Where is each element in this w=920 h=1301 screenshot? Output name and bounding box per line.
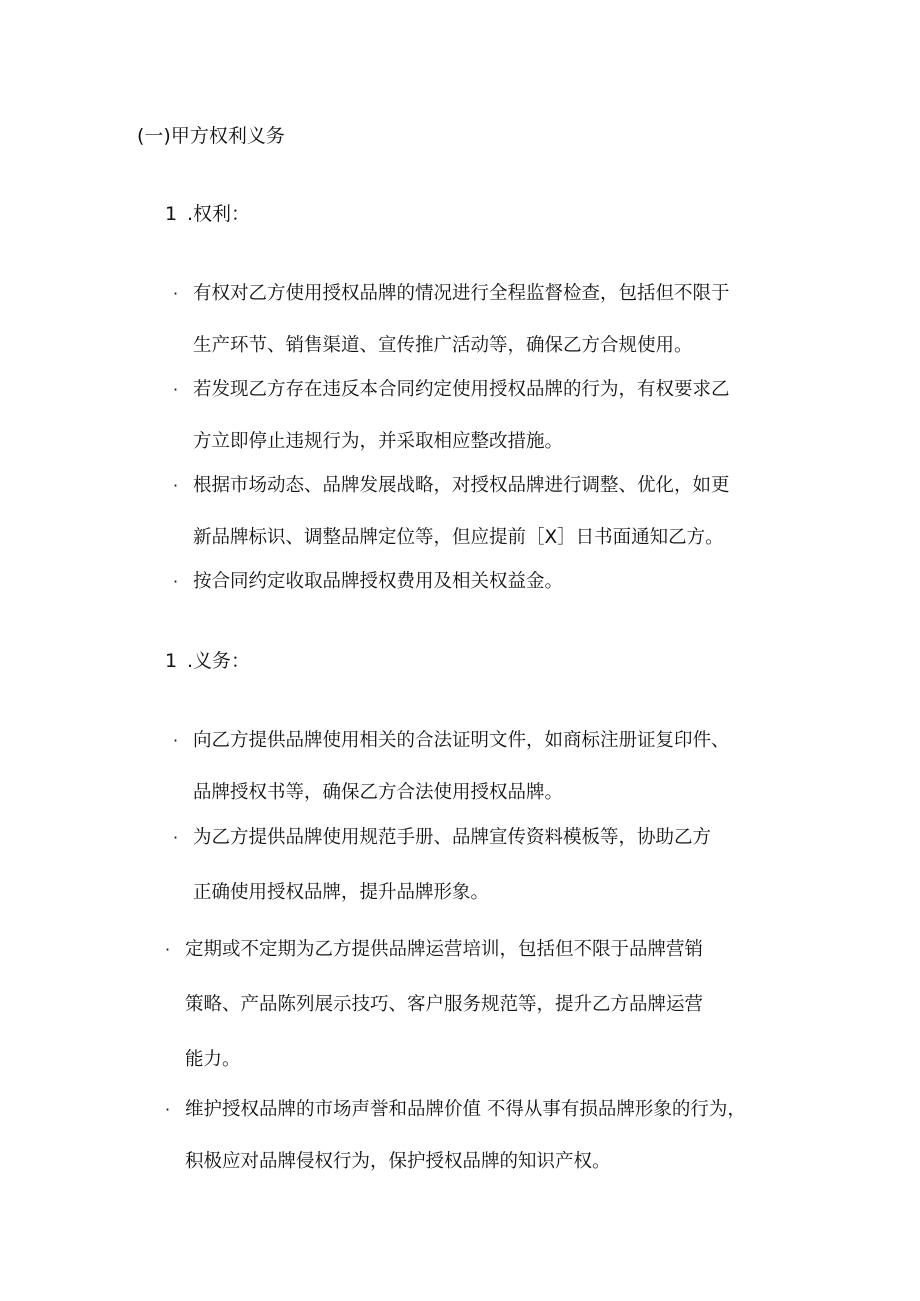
rights-heading-label: .权利： <box>187 203 251 225</box>
duties-item-2-line-2: 正确使用授权品牌，提升品牌形象。 <box>193 882 490 903</box>
duties-heading <box>165 647 250 675</box>
rights-item-4-line-1: 按合同约定收取品牌授权费用及相关权益金。 <box>193 571 564 592</box>
bullet-dot: · <box>173 828 179 847</box>
bullet-dot: · <box>173 476 179 495</box>
duties-item-4-line-2: 积极应对品牌侵权行为，保护授权品牌的知识产权。 <box>185 1151 611 1172</box>
rights-item-4 <box>173 556 564 608</box>
bullet-dot: · <box>173 731 179 750</box>
bullet-dot: · <box>173 284 179 303</box>
bullet-dot: · <box>165 940 171 959</box>
rights-item-1 <box>173 268 730 372</box>
duties-item-2-line-1: 为乙方提供品牌使用规范手册、品牌宣传资料模板等，协助乙方 <box>193 827 712 848</box>
duties-heading-number: 1 <box>165 650 178 672</box>
duties-item-3-line-3: 能力。 <box>185 1049 241 1070</box>
bullet-dot: · <box>165 1100 171 1119</box>
bullet-dot: · <box>173 380 179 399</box>
rights-heading-number: 1 <box>165 203 178 225</box>
section-title: (一)甲方权利义务 <box>137 125 285 147</box>
rights-item-3 <box>173 460 730 564</box>
duties-item-1-line-1: 向乙方提供品牌使用相关的合法证明文件，如商标注册证复印件、 <box>193 730 730 751</box>
rights-item-3-line-1: 根据市场动态、品牌发展战略，对授权品牌进行调整、优化，如更 <box>193 475 730 496</box>
rights-heading <box>165 200 250 228</box>
duties-heading-label: .义务： <box>187 650 251 672</box>
duties-item-4-line-1: 维护授权品牌的市场声誉和品牌价值 不得从事有损品牌形象的行为， <box>185 1099 746 1120</box>
duties-item-4 <box>165 1084 746 1188</box>
rights-item-2-line-2: 方立即停止违规行为，并采取相应整改措施。 <box>193 431 564 452</box>
duties-item-2 <box>173 812 712 922</box>
rights-item-3-line-2: 新品牌标识、调整品牌定位等，但应提前［X］日书面通知乙方。 <box>193 527 724 548</box>
duties-item-3 <box>165 924 704 1086</box>
duties-item-3-line-2: 策略、产品陈列展示技巧、客户服务规范等，提升乙方品牌运营 <box>185 994 704 1015</box>
rights-item-1-line-1: 有权对乙方使用授权品牌的情况进行全程监督检查，包括但不限于 <box>193 283 730 304</box>
rights-item-1-line-2: 生产环节、销售渠道、宣传推广活动等，确保乙方合规使用。 <box>193 335 693 356</box>
duties-item-1 <box>173 715 730 819</box>
rights-item-2-line-1: 若发现乙方存在违反本合同约定使用授权品牌的行为，有权要求乙 <box>193 379 730 400</box>
bullet-dot: · <box>173 572 179 591</box>
duties-item-1-line-2: 品牌授权书等，确保乙方合法使用授权品牌。 <box>193 782 564 803</box>
duties-item-3-line-1: 定期或不定期为乙方提供品牌运营培训，包括但不限于品牌营销 <box>185 939 704 960</box>
rights-item-2 <box>173 364 730 468</box>
